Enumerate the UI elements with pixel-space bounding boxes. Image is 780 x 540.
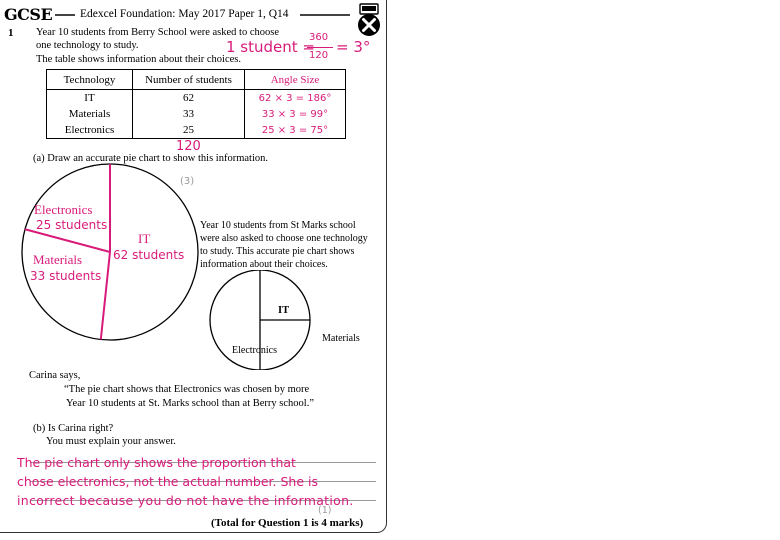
header-rule-right [300,14,350,16]
header-rule [55,14,75,16]
carina-says: Carina says, [29,370,81,381]
table-cell-technology: IT [47,90,133,107]
carina-quote-1: “The pie chart shows that Electronics was chosen by more [64,384,310,395]
table-header-angle: Angle Size [245,70,346,90]
pie1-sublabel-materials: 33 students [30,269,102,283]
table-cell-students: 62 [133,90,245,107]
pie1-label-materials: Materials [33,252,83,267]
table-cell-angle: 62 × 3 = 186° [245,90,346,107]
formula-fraction-bar [307,47,333,48]
intro-line-2: one technology to study. [36,40,139,51]
pie1-label-it: IT [138,231,151,246]
pie2-label-electronics: Electronics [232,345,277,356]
table-row [47,106,346,122]
table-cell-technology: Materials [47,106,133,122]
total-marks: (Total for Question 1 is 4 marks) [211,517,364,529]
st-marks-line-4: information about their choices. [200,259,328,270]
gcse-logo: GCSE [4,5,53,24]
part-a-prompt: (a) Draw an accurate pie chart to show this information. [33,153,268,164]
table-header-students: Number of students [133,70,245,90]
question-number: 1 [8,27,14,39]
formula-rhs: = 3° [336,38,371,56]
table-cell-angle: 25 × 3 = 75° [245,122,346,139]
st-marks-line-1: Year 10 students from St Marks school [200,220,356,231]
paper-title: Edexcel Foundation: May 2017 Paper 1, Q14 [80,8,289,20]
table-row [47,122,346,139]
st-marks-line-2: were also asked to choose one technology [200,233,368,244]
carina-quote-2: Year 10 students at St. Marks school than at Berry school.” [66,398,314,409]
part-b-marks: (1) [318,505,332,516]
table-cell-angle: 33 × 3 = 99° [245,106,346,122]
pie-slice-boundary-electronics [25,229,110,252]
pie1-label-electronics: Electronics [34,202,93,217]
table-header-technology: Technology [47,70,133,90]
formula-numerator: 360 [309,32,329,43]
part-a-marks: (3) [180,176,195,187]
formula-lhs: 1 student = [226,38,315,56]
answer-line-3: incorrect because you do not have the information. [17,493,354,508]
table-row [47,90,346,107]
part-b-line-1: (b) Is Carina right? [33,423,114,434]
table-total: 120 [176,139,201,154]
table-cell-students: 25 [133,122,245,139]
technology-table [46,69,346,139]
no-calculator-icon [355,3,385,39]
intro-line-1: Year 10 students from Berry School were asked to choose [36,27,280,38]
pie-slice-boundary-materials [101,252,110,340]
intro-line-3: The table shows information about their choices. [36,54,241,65]
table-cell-technology: Electronics [47,122,133,139]
answer-line-2: chose electronics, not the actual number. She is [17,474,318,489]
st-marks-line-3: to study. This accurate pie chart shows [200,246,355,257]
part-b-line-2: You must explain your answer. [46,436,176,447]
pie2-label-materials: Materials [322,333,360,344]
pie1-sublabel-electronics: 25 students [36,218,108,232]
pie1-sublabel-it: 62 students [113,248,185,262]
answer-line-1: The pie chart only shows the proportion that [17,455,296,470]
pie2-label-it: IT [278,305,290,316]
formula-denominator: 120 [309,50,329,61]
table-cell-students: 33 [133,106,245,122]
